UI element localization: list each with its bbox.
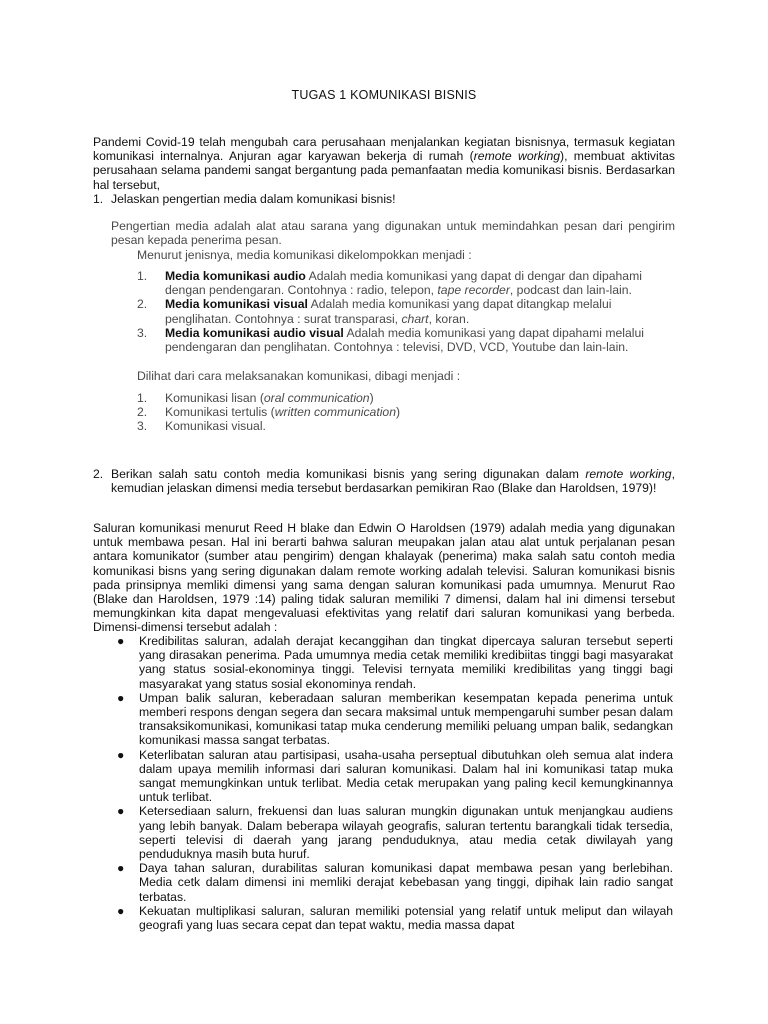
question-1-text: Jelaskan pengertian media dalam komunikasi bisnis!: [111, 192, 396, 206]
dimensions-list: [117, 634, 673, 932]
dimension-item: ● Keterlibatan saluran atau partisipasi, usaha-usaha perseptual dibutuhkan oleh semua alat indera dalam upaya memilih informasi dari saluran komunikasi. Dalam hal ini komunikasi tatap muka sangat memungkinkan untuk terlibat. Media cetak merupakan yang paling kecil kemungkinannya untuk terlibat.: [117, 747, 673, 805]
answer-2-paragraph: Saluran komunikasi menurut Reed H blake dan Edwin O Haroldsen (1979) adalah media yang digunakan untuk membawa pesan. Hal ini berarti bahwa saluran meupakan jalan atau alat untuk perjalanan pesan antara komunikator (sumber atau pengirim) dengan khalayak (penerima) maka salah satu contoh media komunikasi bisns yang sering digunakan dalam remote working adalah televisi. Saluran komunikasi bisnis pada prinsipnya memliki dimensi yang sama dengan saluran komunikasi pada umumnya. Menurut Rao (Blake dan Haroldsen, 1979 :14) paling tidak saluran memiliki 7 dimensi, dalam hal ini dimensi tersebut memungkinkan kita dapat mengevaluasi efektivitas yang relatif dari saluran komunikasi yang berbeda. Dimensi-dimensi tersebut adalah :: [93, 521, 675, 635]
answer-1-definition: Pengertian media adalah alat atau sarana yang digunakan untuk memindahkan pesan dari pengirim pesan kepada penerima pesan.: [111, 219, 675, 248]
bullet-icon: ●: [117, 903, 125, 918]
media-type-item: 2. Media komunikasi visual Adalah media komunikasi yang dapat ditangkap melalui penglihatan. Contohnya : surat transparasi, chart, koran.: [137, 297, 612, 326]
dimension-item: ● Umpan balik saluran, keberadaan saluran memberikan kesempatan kepada penerima untuk memberi respons dengan segera dan secara maksimal untuk mempengaruhi sumber pesan dalam transaksikomunikasi, komunikasi tatap muka cenderung memiliki peluang umpan balik, sedangkan komunikasi massa sangat terbatas.: [117, 690, 673, 748]
intro-text-1: Pandemi Covid-19 telah mengubah cara perusahaan menjalankan kegiatan bisnisnya, termasuk kegiatan komunikasi internalnya. Anjuran agar karyawan bekerja di rumah (: [93, 135, 675, 164]
dimension-item: ● Daya tahan saluran, durabilitas saluran komunikasi dapat membawa pesan yang berlebihan. Media cetk dalam dimensi ini memliki derajat kebebasan yang tinggi, dipihak lain radio sangat terbatas.: [117, 861, 673, 904]
question-2-number: 2.: [93, 467, 104, 481]
dimension-item: ● Ketersediaan salurn, frekuensi dan luas saluran mungkin digunakan untuk menjangkau audiens yang lebih banyak. Dalam beberapa wilayah geografis, saluran tertentu barangkali tidak tersedia, seperti televisi di daerah yang jarang penduduknya, atau media cetak diwilayah yang penduduknya masih buta huruf.: [117, 804, 673, 862]
bullet-icon: ●: [117, 690, 125, 705]
bullet-icon: ●: [117, 634, 125, 648]
bullet-icon: ●: [117, 861, 125, 876]
dimension-item: ● Kredibilitas saluran, adalah derajat kecanggihan dan tingkat dipercaya saluran tersebut seperti yang dirasakan penerima. Pada umumnya media cetak memiliki kredibiitas tinggi bagi masyarakat yang status sosial-ekonominya tinggi. Televisi ternyata memiliki kredibilitas yang tinggi bagi masyarakat yang status sosial ekonominya rendah.: [117, 634, 673, 691]
media-types-list: [137, 269, 675, 354]
question-2: 2. Berikan salah satu contoh media komunikasi bisnis yang sering digunakan dalam remote working, kemudian jelaskan dimensi media tersebut berdasarkan pemikiran Rao (Blake dan Haroldsen, 1979)!: [93, 467, 675, 496]
intro-italic: remote working: [473, 149, 561, 164]
communication-way-item: 3. Komunikasi visual.: [137, 419, 266, 434]
media-type-item: 3. Media komunikasi audio visual Adalah media komunikasi yang dapat dipahami melalui pendengaran dan penglihatan. Contohnya : televisi, DVD, VCD, Youtube dan lain-lain.: [137, 325, 644, 355]
document-title: TUGAS 1 KOMUNIKASI BISNIS: [291, 88, 477, 102]
intro-text-2: ), membuat aktivitas perusahaan selama pandemi sangat bergantung pada pemanfaatan media komunikasi bisnis. Berdasarkan hal tersebut,: [93, 149, 675, 192]
communication-ways-list: [137, 391, 675, 434]
question-1: [93, 192, 675, 206]
intro-paragraph: [93, 135, 675, 192]
answer-1-ways-intro: Dilihat dari cara melaksanakan komunikasi, dibagi menjadi :: [137, 369, 461, 383]
answer-1-types-intro: Menurut jenisnya, media komunikasi dikelompokkan menjadi :: [137, 248, 472, 262]
communication-way-item: 2. Komunikasi tertulis (written communication): [137, 405, 401, 420]
bullet-icon: ●: [117, 804, 125, 819]
dimension-item: ● Kekuatan multiplikasi saluran, saluran memiliki potensial yang relatif untuk meliput dan wilayah geografi yang luas secara cepat dan tepat waktu, media massa dapat: [117, 903, 673, 933]
question-1-number: 1.: [93, 192, 104, 206]
bullet-icon: ●: [117, 747, 125, 762]
communication-way-item: 1. Komunikasi lisan (oral communication): [137, 391, 374, 405]
media-type-item: 1. Media komunikasi audio Adalah media komunikasi yang dapat di dengar dan dipahami dengan pendengaran. Contohnya : radio, telepon, tape recorder, podcast dan lain-lain.: [137, 269, 642, 298]
